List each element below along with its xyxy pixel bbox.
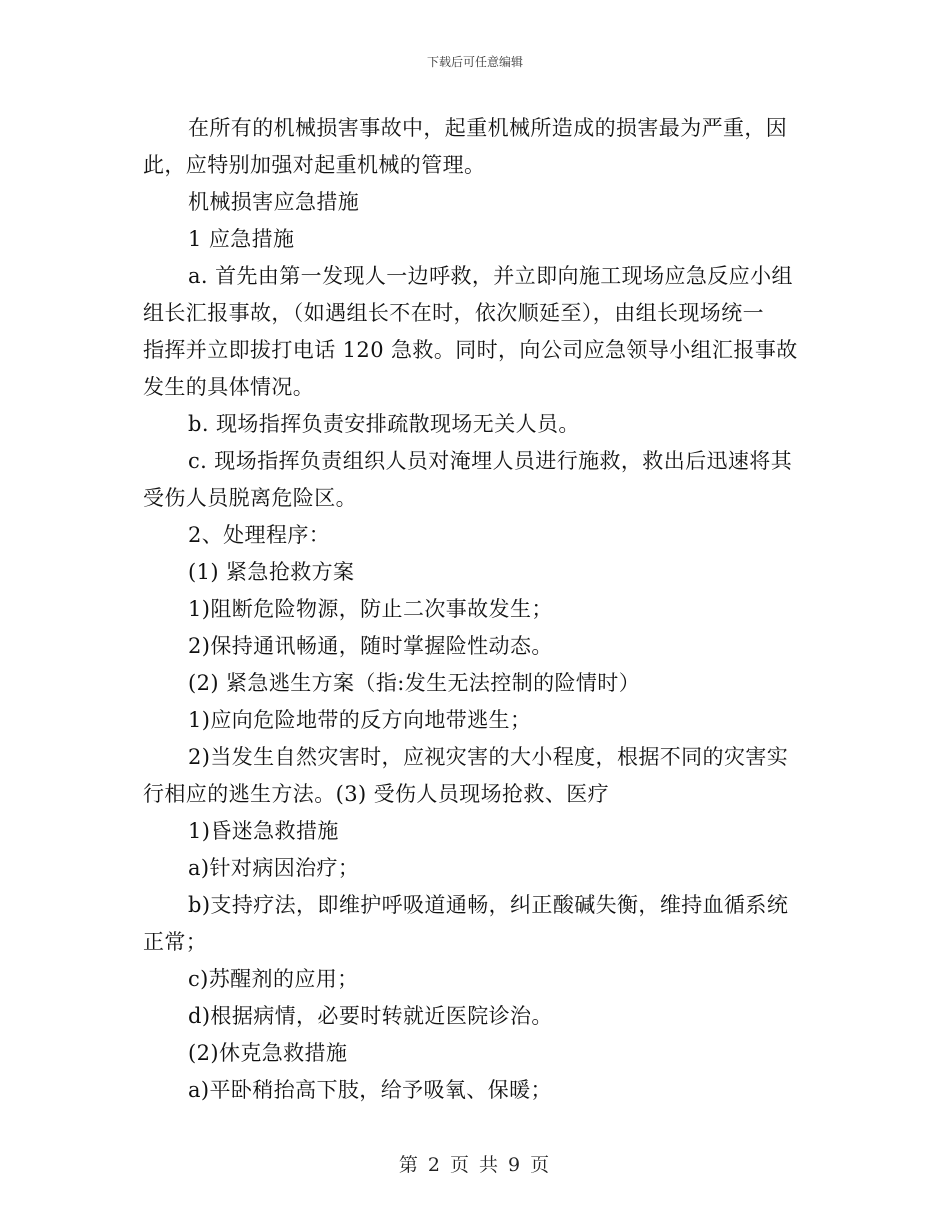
paragraph-line: 受伤人员脱离危险区。 bbox=[143, 486, 357, 510]
paragraph-line: c)苏醒剂的应用； bbox=[188, 967, 359, 991]
paragraph-line: 2)保持通讯畅通，随时掌握险性动态。 bbox=[188, 634, 553, 658]
paragraph-line: c. 现场指挥负责组织人员对淹埋人员进行施救，救出后迅速将其 bbox=[188, 449, 793, 473]
page-header: 下载后可任意编辑 bbox=[426, 55, 523, 69]
paragraph-line: 1)阻断危险物源，防止二次事故发生； bbox=[188, 597, 553, 621]
paragraph-line: 1 应急措施 bbox=[188, 227, 295, 251]
paragraph-line: 2)当发生自然灾害时，应视灾害的大小程度，根据不同的灾害实 bbox=[188, 745, 789, 769]
page-footer: 第 2 页 共 9 页 bbox=[398, 1154, 552, 1176]
paragraph-line: 2、处理程序： bbox=[188, 523, 331, 547]
paragraph-line: 指挥并立即拔打电话 120 急救。同时，向公司应急领导小组汇报事故 bbox=[143, 338, 798, 362]
paragraph-line: d)根据病情，必要时转就近医院诊治。 bbox=[188, 1004, 553, 1028]
paragraph-line: a. 首先由第一发现人一边呼救，并立即向施工现场应急反应小组 bbox=[188, 264, 793, 288]
paragraph-line: 1)应向危险地带的反方向地带逃生； bbox=[188, 708, 532, 732]
paragraph-line: a)平卧稍抬高下肢，给予吸氧、保暖； bbox=[188, 1078, 552, 1102]
paragraph-line: 1)昏迷急救措施 bbox=[188, 819, 339, 843]
paragraph-line: (2) 紧急逃生方案（指:发生无法控制的险情时） bbox=[188, 671, 641, 695]
paragraph-line: a)针对病因治疗； bbox=[188, 856, 360, 880]
paragraph-line: (1) 紧急抢救方案 bbox=[188, 560, 355, 584]
document-body bbox=[143, 110, 809, 1109]
paragraph-line: 发生的具体情况。 bbox=[143, 375, 315, 399]
paragraph-line: 行相应的逃生方法。(3) 受伤人员现场抢救、医疗 bbox=[143, 782, 610, 806]
paragraph-line: 在所有的机械损害事故中，起重机械所造成的损害最为严重，因 bbox=[188, 116, 788, 140]
paragraph-line: b)支持疗法，即维护呼吸道通畅，纠正酸碱失衡，维持血循系统 bbox=[188, 893, 789, 917]
paragraph-line: 机械损害应急措施 bbox=[188, 190, 360, 214]
paragraph-line: 此，应特别加强对起重机械的管理。 bbox=[143, 153, 486, 177]
paragraph-line: b. 现场指挥负责安排疏散现场无关人员。 bbox=[188, 412, 580, 436]
paragraph-line: (2)休克急救措施 bbox=[188, 1041, 348, 1065]
paragraph-line: 组长汇报事故，（如遇组长不在时，依次顺延至），由组长现场统一 bbox=[143, 301, 764, 325]
paragraph-line: 正常； bbox=[143, 930, 208, 954]
